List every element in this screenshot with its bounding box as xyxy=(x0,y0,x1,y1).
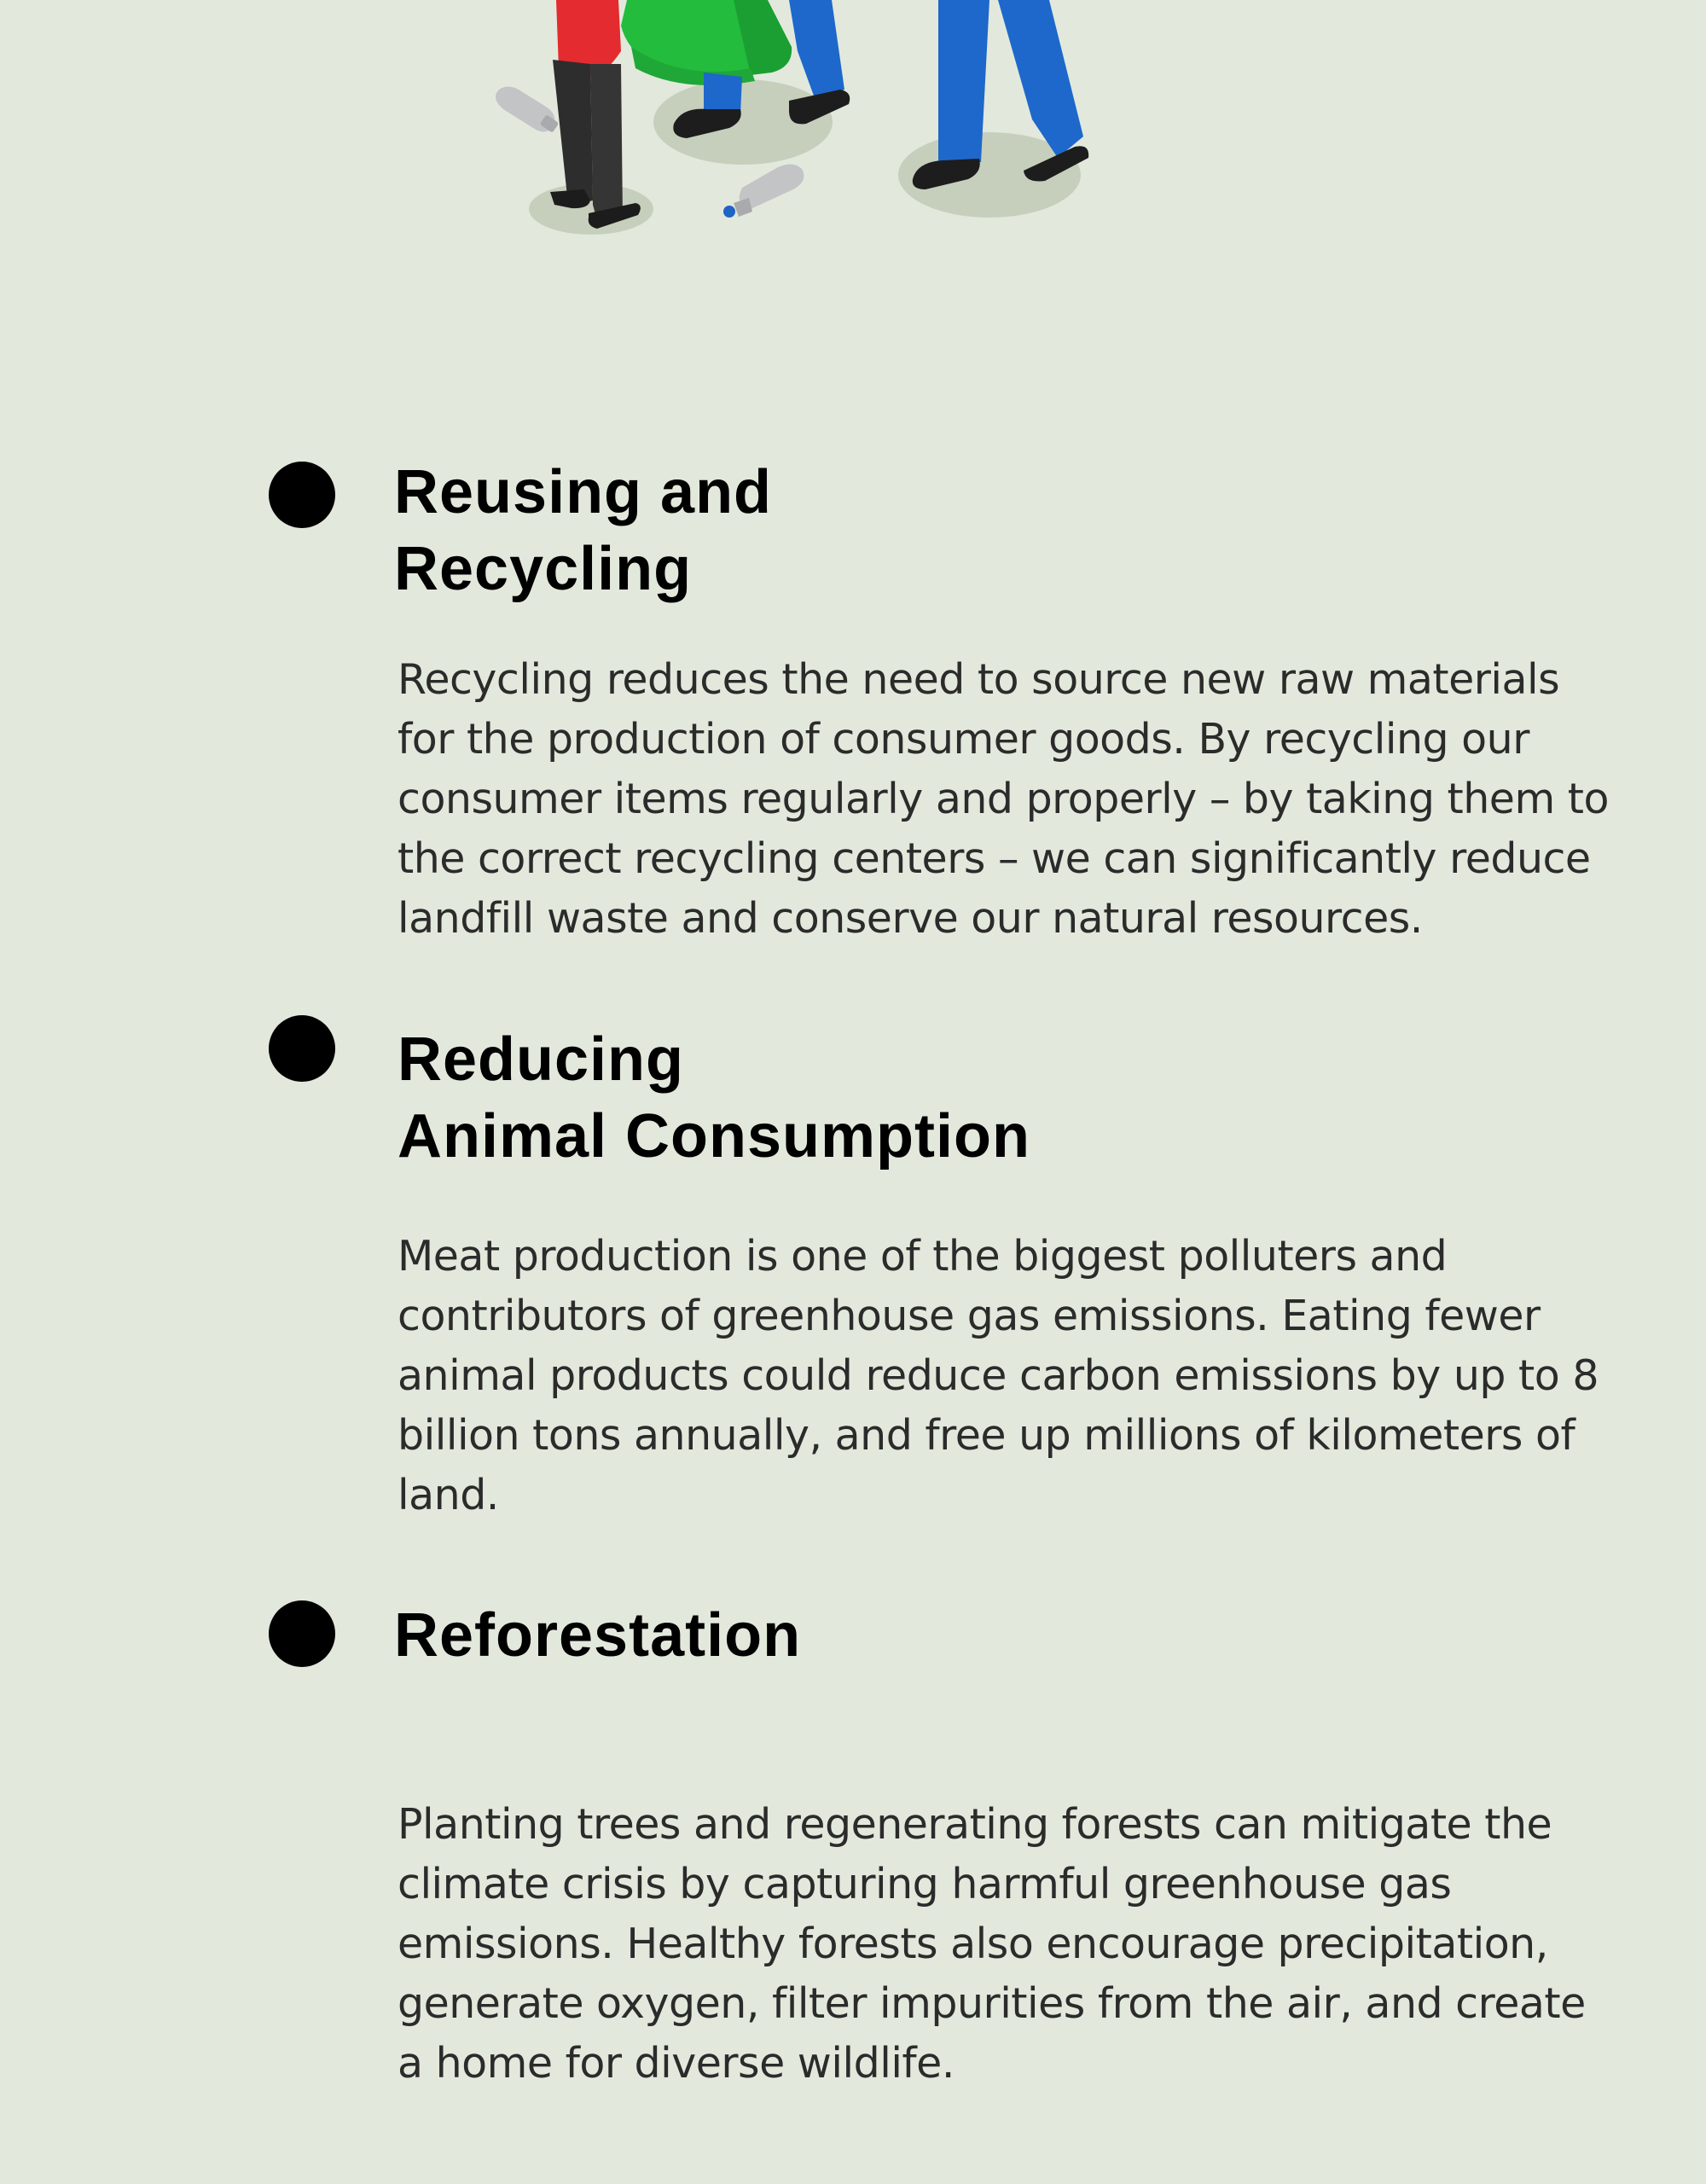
bullet-point xyxy=(269,1015,335,1082)
section-body: Meat production is one of the biggest polluters and contributors of greenhouse gas emissions. Eating fewer animal products could reduce carbon emissions by up to 8 billion tons annually, and free up millions of kilometers of land. xyxy=(397,1232,1599,1519)
section-heading: Reusing and Recycling xyxy=(394,458,773,603)
section-heading: Reforestation xyxy=(394,1601,802,1670)
section-heading: Reducing Animal Consumption xyxy=(397,1025,1030,1170)
section-body: Recycling reduces the need to source new raw materials for the production of consumer goods. By recycling our consumer items regularly and properly – by taking them to the correct recycling centers – we can significantly reduce landfill waste and conserve our natural resources. xyxy=(397,655,1609,943)
bullet-point xyxy=(269,462,335,528)
section-body: Planting trees and regenerating forests can mitigate the climate crisis by capturing harmful greenhouse gas emissions. Healthy forests also encourage precipitation, generate oxygen, filter impurities from the air, and create a home for diverse wildlife. xyxy=(397,1800,1586,2088)
bullet-point xyxy=(269,1600,335,1667)
green-trash-bag xyxy=(621,0,792,85)
people-recycling-illustration xyxy=(0,0,1706,256)
plastic-bottle-icon xyxy=(496,87,559,133)
plastic-bottle-icon xyxy=(723,164,804,218)
